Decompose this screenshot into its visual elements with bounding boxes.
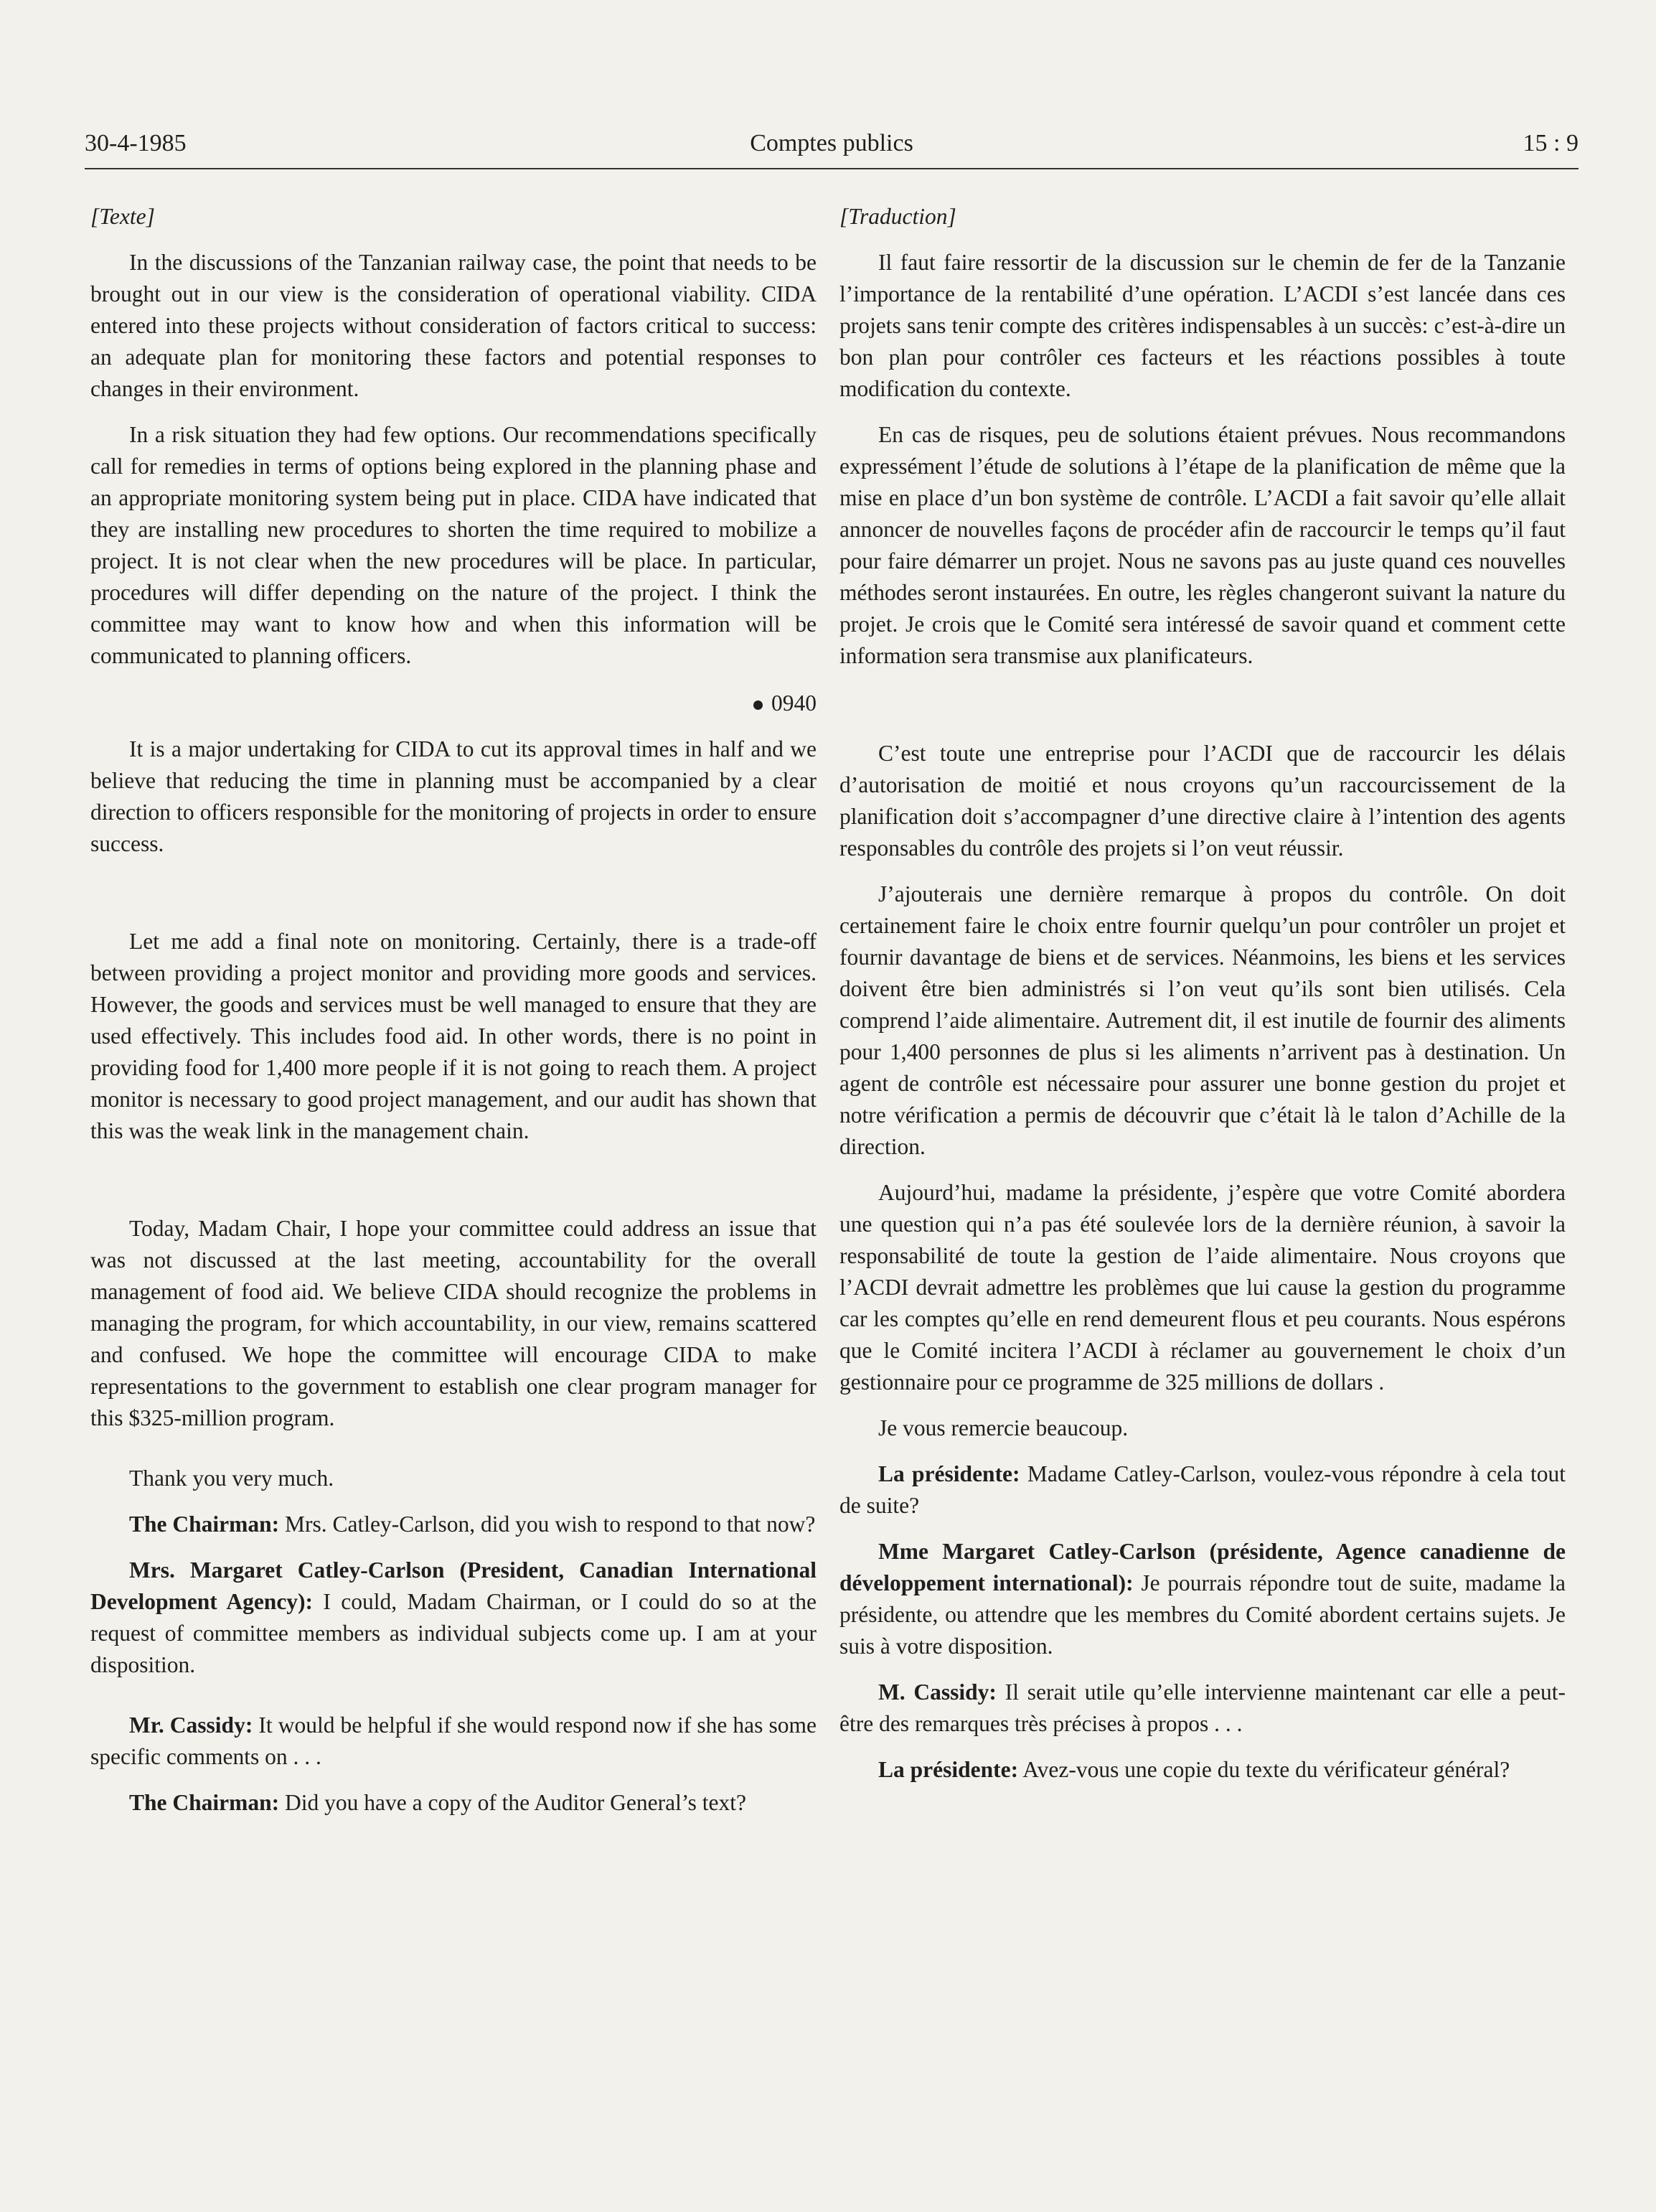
speech-text: Mrs. Catley-Carlson, did you wish to respond to that now?	[279, 1512, 816, 1537]
time-marker-text: 0940	[771, 690, 817, 716]
speaker-name: La présidente:	[878, 1757, 1019, 1782]
speech-text: Madame Catley-Carlson, voulez-vous répondre à cela tout de suite?	[839, 1461, 1566, 1518]
page-header	[85, 128, 1579, 169]
speaker-name: La présidente:	[878, 1461, 1020, 1486]
paragraph: J’ajouterais une dernière remarque à propos du contrôle. On doit certainement faire le choix entre fournir quelqu’un pour contrôler un projet et fournir davantage de biens et de services. Néanmoins, les biens et les services doivent être bien administrés si l’on veut qu’ils sont bien utilisés. Cela comprend l’aide alimentaire. Autrement dit, il est inutile de fournir des aliments pour 1,400 personnes de plus si les aliments n’arrivent pas à destination. Un agent de contrôle est nécessaire pour assurer une bonne gestion du projet et notre vérification a permis de découvrir que c’était là le talon d’Achille de la direction.	[839, 881, 1566, 1159]
paragraph: In the discussions of the Tanzanian railway case, the point that needs to be brought out in our view is the consideration of operational viability. CIDA entered into these projects without consideration of factors critical to success: an adequate plan for monitoring these factors and potential responses to changes in their environment.	[90, 250, 817, 401]
speech-text: It would be helpful if she would respond now if she has some specific comments on . . .	[90, 1712, 817, 1769]
paragraph: Let me add a final note on monitoring. Certainly, there is a trade-off between providing a project monitor and providing more goods and services. However, the goods and services must be well managed to ensure that they are used effectively. This includes food aid. In other words, there is no point in providing food for 1,400 more people if it is not going to reach them. A project monitor is necessary to good project management, and our audit has shown that this was the weak link in the management chain.	[90, 929, 817, 1143]
speech-text: Avez-vous une copie du texte du vérificateur général?	[1018, 1757, 1510, 1782]
column-label: [Texte]	[90, 204, 155, 229]
paragraph: It is a major undertaking for CIDA to cut its approval times in half and we believe that reducing the time in planning must be accompanied by a clear direction to officers responsible for the monitoring of projects in order to ensure success.	[90, 736, 817, 856]
time-marker	[90, 688, 817, 719]
speech-text: Did you have a copy of the Auditor General’s text?	[279, 1790, 746, 1815]
speech	[839, 1754, 1566, 1786]
speaker-name: M. Cassidy:	[878, 1679, 997, 1705]
header-date: 30-4-1985	[85, 130, 187, 156]
paragraph: Aujourd’hui, madame la présidente, j’espère que votre Comité abordera une question qui n’a pas été soulevée lors de la dernière réunion, à savoir la responsabilité de toute la gestion de l’aide alimentaire. Nous croyons que l’ACDI devrait admettre les problèmes que lui cause la gestion du programme car les comptes qu’elle en rend demeurent flous et peu courants. Nous espérons que le Comité incitera l’ACDI à réclamer au gouvernement le choix d’un gestionnaire pour ce programme de 325 millions de dollars .	[839, 1180, 1566, 1395]
french-column	[839, 201, 1566, 1786]
speech	[90, 1555, 817, 1681]
speaker-name: The Chairman:	[129, 1790, 280, 1815]
paragraph: Today, Madam Chair, I hope your committee could address an issue that was not discussed at the last meeting, accountability for the overall management of food aid. We believe CIDA should recognize the problems in managing the program, for which accountability, in our view, remains scattered and confused. We hope the committee will encourage CIDA to make representations to the government to establish one clear program manager for this $325-million program.	[90, 1216, 817, 1430]
speaker-name: The Chairman:	[129, 1512, 280, 1537]
header-page-number: 15 : 9	[1523, 130, 1579, 156]
speech	[839, 1458, 1566, 1522]
speaker-name: Mme Margaret Catley-Carlson (présidente, Agence canadienne de développement international):	[839, 1539, 1566, 1595]
paragraph: Thank you very much.	[129, 1466, 334, 1491]
speech	[839, 1536, 1566, 1662]
speech	[90, 1509, 817, 1540]
english-column	[90, 201, 817, 1819]
speaker-name: Mrs. Margaret Catley-Carlson (President, Canadian International Development Agency):	[90, 1557, 817, 1614]
speech	[90, 1787, 817, 1819]
paragraph: En cas de risques, peu de solutions étaient prévues. Nous recommandons expressément l’étude de solutions à l’étape de la planification de même que la mise en place d’un bon système de contrôle. L’ACDI a fait savoir qu’elle allait annoncer de nouvelles façons de procéder afin de raccourcir le temps qu’il faut pour faire démarrer un projet. Nous ne savons pas au juste quand ces nouvelles méthodes seront instaurées. En outre, les règles changeront suivant la nature du projet. Je crois que le Comité sera intéressé de savoir quand et comment cette information sera transmise aux planificateurs.	[839, 422, 1566, 668]
paragraph: Il faut faire ressortir de la discussion sur le chemin de fer de la Tanzanie l’importance de la rentabilité d’une opération. L’ACDI s’est lancée dans ces projets sans tenir compte des critères indispensables à un succès: c’est-à-dire un bon plan pour contrôler ces facteurs et les réactions possibles à toute modification du contexte.	[839, 250, 1566, 401]
speech	[839, 1677, 1566, 1740]
bullet-icon	[753, 700, 763, 710]
speech-text: I could, Madam Chairman, or I could do so at the request of committee members as individual subjects come up. I am at your disposition.	[90, 1589, 817, 1677]
paragraph: C’est toute une entreprise pour l’ACDI que de raccourcir les délais d’autorisation de moitié et nous croyons qu’un raccourcissement de la planification doit s’accompagner d’une directive claire à l’intention des agents responsables du contrôle des projets si l’on veut réussir.	[839, 741, 1566, 861]
speech-text: Je pourrais répondre tout de suite, madame la présidente, ou attendre que les membres du Comité abordent certains sujets. Je suis à votre disposition.	[839, 1570, 1566, 1659]
column-label: [Traduction]	[839, 204, 956, 229]
header-title: Comptes publics	[750, 130, 913, 156]
speech	[90, 1710, 817, 1773]
paragraph: Je vous remercie beaucoup.	[878, 1415, 1129, 1440]
speaker-name: Mr. Cassidy:	[129, 1712, 253, 1738]
speech-text: Il serait utile qu’elle intervienne maintenant car elle a peut-être des remarques très précises à propos . . .	[839, 1679, 1566, 1736]
paragraph: In a risk situation they had few options. Our recommendations specifically call for remedies in terms of options being explored in the planning phase and an appropriate monitoring system being put in place. CIDA have indicated that they are installing new procedures to shorten the time required to mobilize a project. It is not clear when the new procedures will be place. In particular, procedures will differ depending on the nature of the project. I think the committee may want to know how and when this information will be communicated to planning officers.	[90, 422, 817, 668]
